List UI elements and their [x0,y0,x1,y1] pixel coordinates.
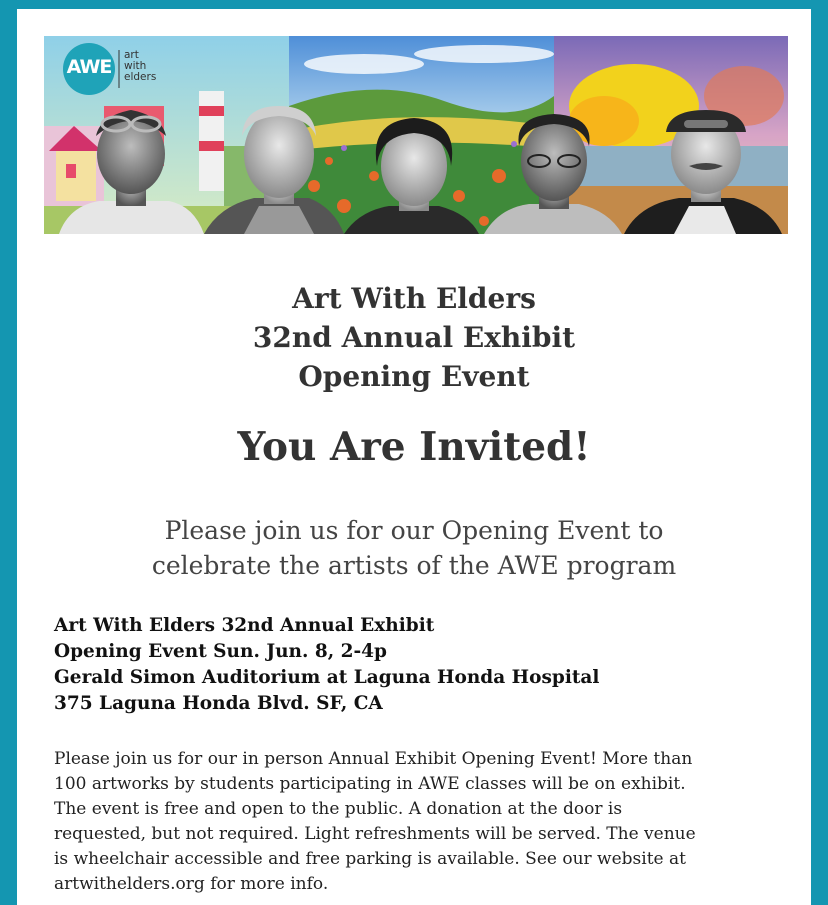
logo-mark: AWE [66,56,112,78]
body-line-2: 100 artworks by students participating in AWE classes will be on exhibit. [54,774,686,794]
title-line-1: Art With Elders [292,282,536,315]
body-line-6: artwithelders.org for more info. [54,874,329,894]
logo-word-with: with [124,60,147,72]
details-line-2: Opening Event Sun. Jun. 8, 2-4p [54,641,387,662]
title-line-3: Opening Event [298,360,530,393]
event-title [17,279,811,396]
details-line-3: Gerald Simon Auditorium at Laguna Honda Hospital [54,667,600,688]
logo-word-elders: elders [124,71,157,83]
title-line-2: 32nd Annual Exhibit [252,321,576,354]
subtitle-line-1: Please join us for our Opening Event to [164,516,664,545]
invited-heading: You Are Invited! [237,424,591,470]
banner-image [44,36,788,234]
event-details [54,613,794,717]
body-line-3: The event is free and open to the public. A donation at the door is [54,799,623,819]
event-description [54,747,799,897]
logo-word-art: art [124,49,139,61]
invitation-subtitle [17,513,811,583]
body-line-4: requested, but not required. Light refreshments will be served. The venue [54,824,696,844]
body-line-1: Please join us for our in person Annual Exhibit Opening Event! More than [54,749,693,769]
logo-wordmark [124,50,156,83]
details-line-4: 375 Laguna Honda Blvd. SF, CA [54,693,383,714]
subtitle-line-2: celebrate the artists of the AWE program [151,551,677,580]
invitation-card [17,9,811,905]
body-line-5: is wheelchair accessible and free parking is available. See our website at [54,849,686,869]
details-line-1: Art With Elders 32nd Annual Exhibit [54,615,435,636]
